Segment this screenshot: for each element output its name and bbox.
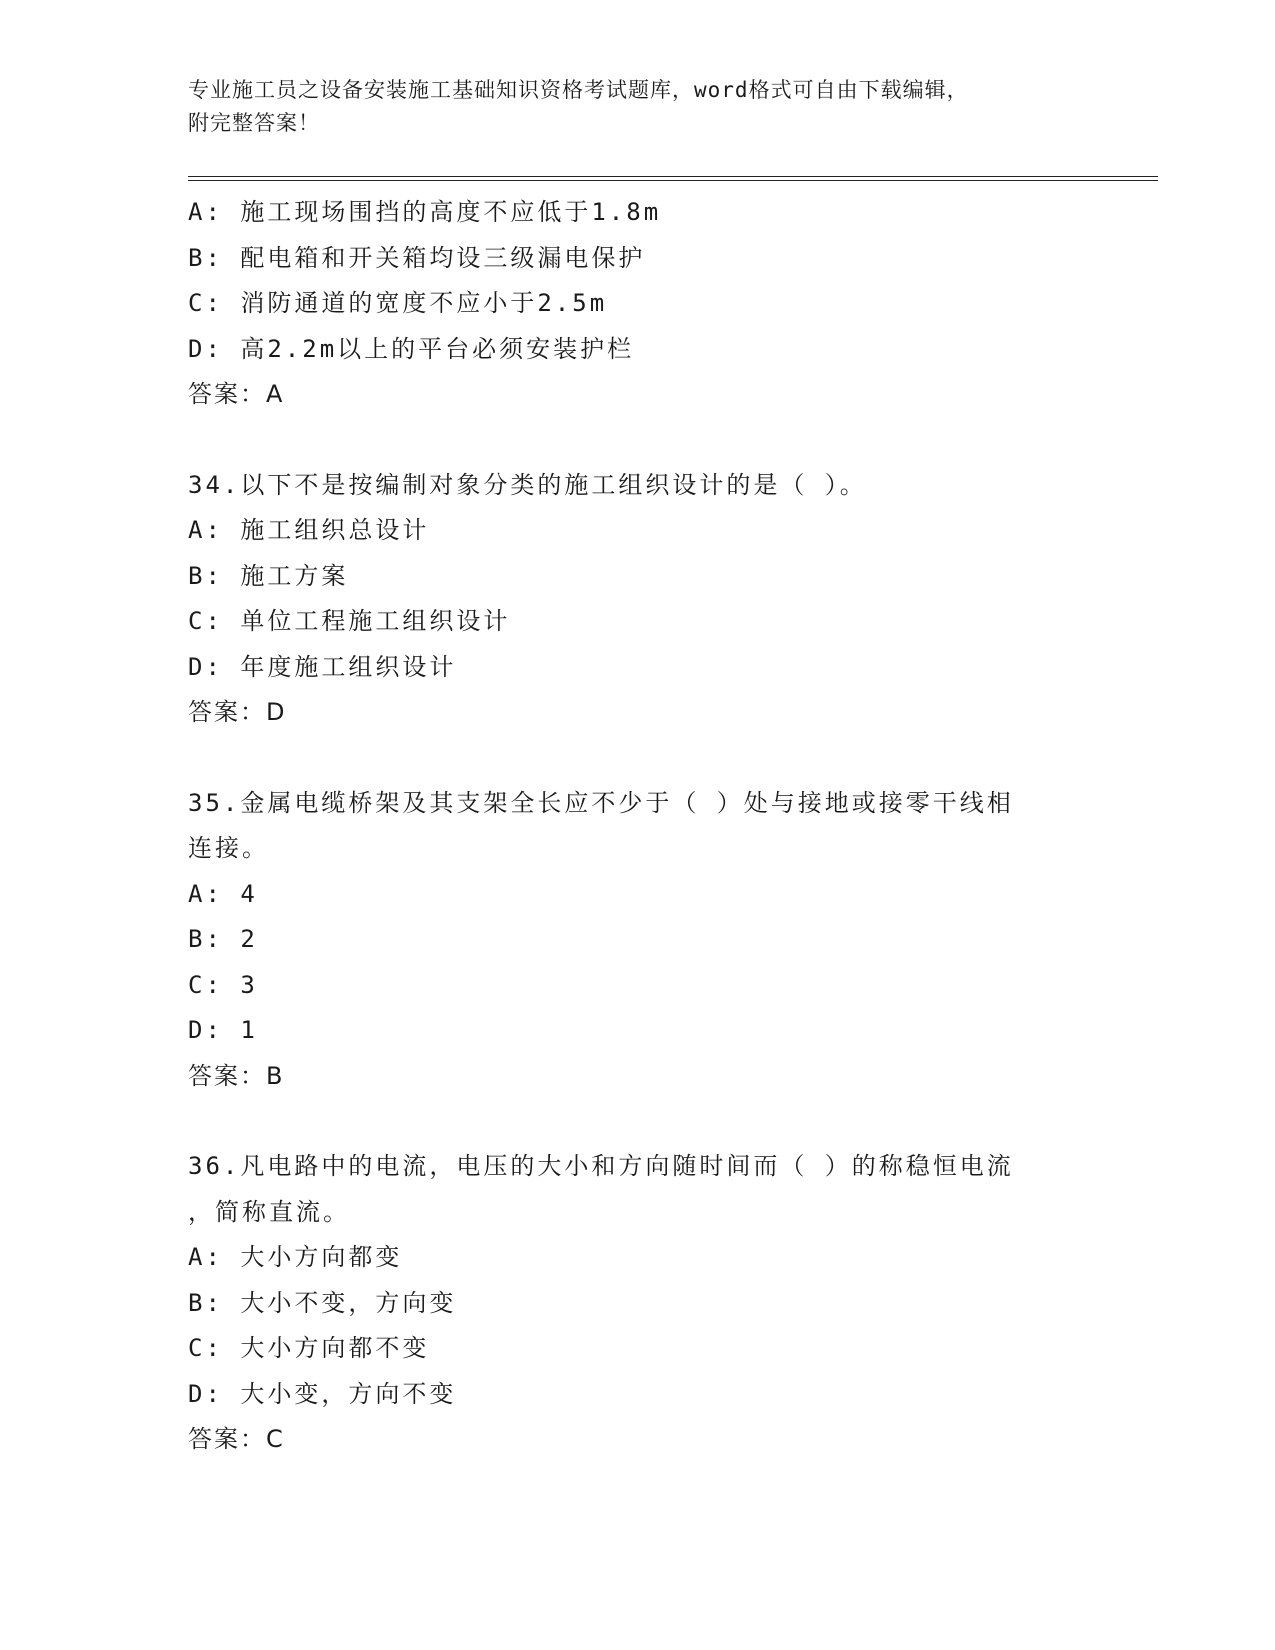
answer-line: 答案：A [188,380,285,408]
option-b: B: 施工方案 [188,561,349,590]
question-block-36 [188,1144,1158,1463]
answer-line: 答案：C [188,1425,285,1453]
question-spacer [188,418,1158,463]
question-stem-line-2: ，简称直流。 [188,1197,350,1226]
option-a: A: 施工现场围挡的高度不应低于1.8m [188,198,662,226]
option-d: D: 1 [188,1016,258,1044]
option-c: C: 单位工程施工组织设计 [188,607,511,635]
option-b: B: 2 [188,925,258,953]
question-stem: 34.以下不是按编制对象分类的施工组织设计的是（ ）。 [188,470,867,499]
question-block-35 [188,781,1158,1100]
question-spacer [188,1099,1158,1144]
header-line-2: 附完整答案！ [188,111,320,135]
question-stem-line-2: 连接。 [188,834,269,862]
option-a: A: 施工组织总设计 [188,516,430,544]
option-a: A: 4 [188,879,258,908]
header-divider [188,176,1158,181]
question-spacer [188,736,1158,781]
option-c: C: 大小方向都不变 [188,1334,430,1362]
option-d: D: 大小变，方向不变 [188,1379,457,1408]
answer-line: 答案：B [188,1061,285,1090]
option-d: D: 年度施工组织设计 [188,652,457,681]
question-stem-line-1: 36.凡电路中的电流，电压的大小和方向随时间而（ ）的称稳恒电流 [188,1152,1014,1180]
answer-line: 答案：D [188,698,287,726]
header-line-1: 专业施工员之设备安装施工基础知识资格考试题库，word格式可自由下载编辑， [188,78,969,102]
option-c: C: 3 [188,970,258,999]
question-list [188,190,1158,1463]
option-b: B: 大小不变，方向变 [188,1288,457,1317]
question-stem-line-1: 35.金属电缆桥架及其支架全长应不少于（ ）处与接地或接零干线相 [188,788,1014,817]
question-block-33 [188,190,1158,418]
option-d: D: 高2.2m以上的平台必须安装护栏 [188,334,635,363]
option-a: A: 大小方向都变 [188,1243,403,1271]
document-header [188,74,1088,140]
option-c: C: 消防通道的宽度不应小于2.5m [188,289,608,317]
option-b: B: 配电箱和开关箱均设三级漏电保护 [188,243,646,272]
question-block-34 [188,463,1158,736]
